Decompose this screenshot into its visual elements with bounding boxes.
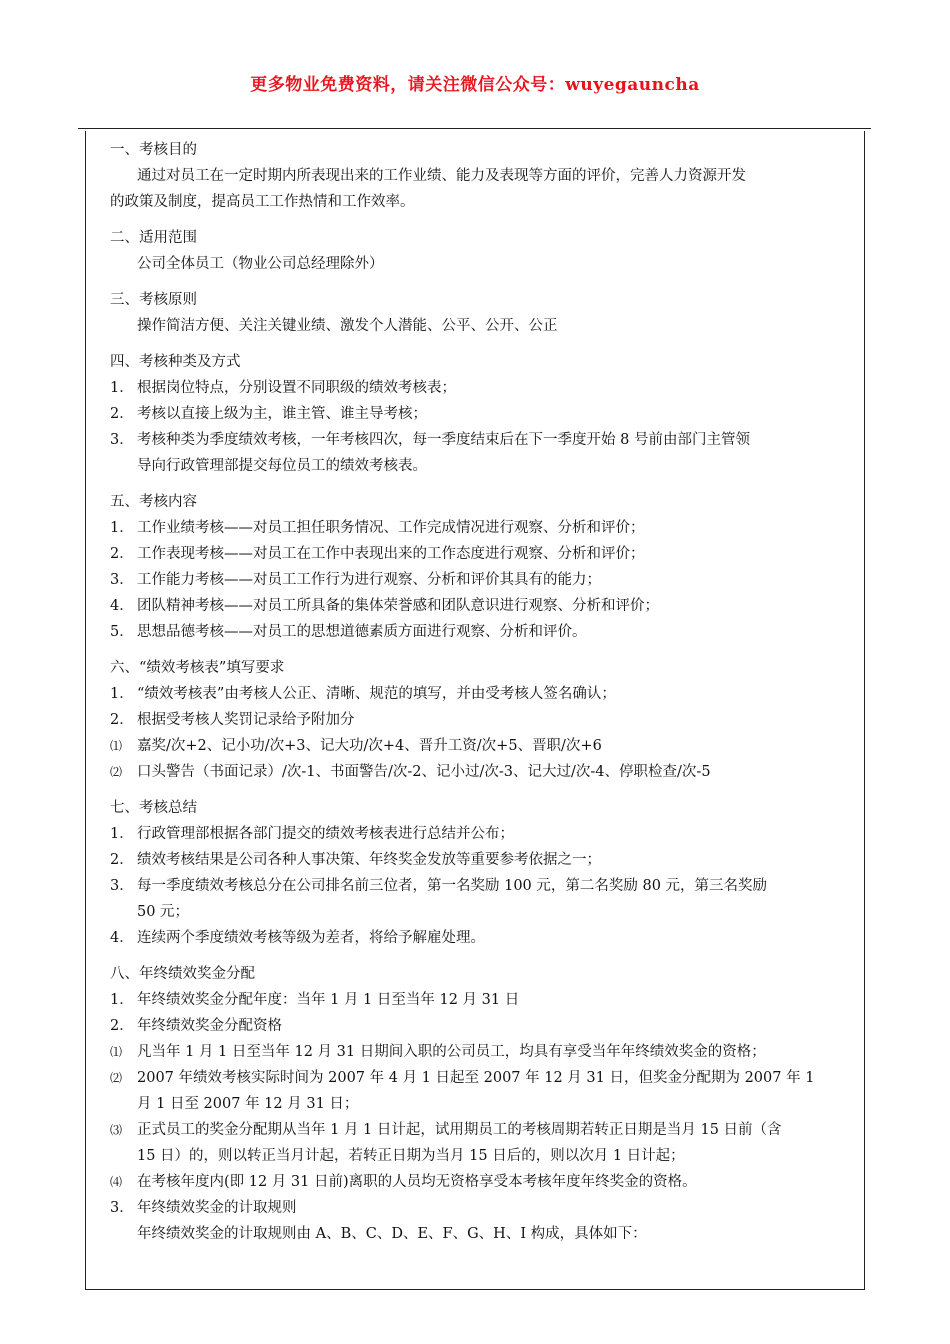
list-item: ⑵ 口头警告（书面记录）/次-1、书面警告/次-2、记小过/次-3、记大过/次-4、停职检查/次-5 <box>110 764 711 780</box>
list-item: ⑴ 嘉奖/次+2、记小功/次+3、记大功/次+4、晋升工资/次+5、晋职/次+6 <box>110 738 602 754</box>
list-item-continuation: 50 元； <box>137 904 190 920</box>
section-title: 六、“绩效考核表”填写要求 <box>110 660 285 676</box>
section-title: 五、考核内容 <box>110 494 197 510</box>
section-title: 四、考核种类及方式 <box>110 354 241 370</box>
list-item: 2． 年终绩效奖金分配资格 <box>110 1018 282 1034</box>
section-title: 三、考核原则 <box>110 292 197 308</box>
list-item: 1． 工作业绩考核——对员工担任职务情况、工作完成情况进行观察、分析和评价； <box>110 520 645 536</box>
list-item: 1． 根据岗位特点，分别设置不同职级的绩效考核表； <box>110 380 456 396</box>
document-body <box>110 137 848 1247</box>
list-item: 2． 绩效考核结果是公司各种人事决策、年终奖金发放等重要参考依据之一； <box>110 852 601 868</box>
header-banner: 更多物业免费资料，请关注微信公众号：wuyegauncha <box>250 75 700 95</box>
list-item: ⑵ 2007 年绩效考核实际时间为 2007 年 4 月 1 日起至 2007 年 12 月 31 日，但奖金分配期为 2007 年 1 <box>110 1070 815 1086</box>
list-item: 5． 思想品德考核——对员工的思想道德素质方面进行观察、分析和评价。 <box>110 624 587 640</box>
paragraph: 公司全体员工（物业公司总经理除外） <box>137 256 384 272</box>
list-item: ⑷ 在考核年度内(即 12 月 31 日前)离职的人员均无资格享受本考核年度年终奖金的资格。 <box>110 1174 697 1190</box>
section-title: 一、考核目的 <box>110 142 197 158</box>
paragraph: 的政策及制度，提高员工工作热情和工作效率。 <box>110 194 415 210</box>
list-item: 2． 根据受考核人奖罚记录给予附加分 <box>110 712 355 728</box>
list-item: 4． 团队精神考核——对员工所具备的集体荣誉感和团队意识进行观察、分析和评价； <box>110 598 659 614</box>
paragraph: 操作简洁方便、关注关键业绩、激发个人潜能、公平、公开、公正 <box>137 318 558 334</box>
list-item: 3． 考核种类为季度绩效考核，一年考核四次，每一季度结束后在下一季度开始 8 号前由部门主管领 <box>110 432 750 448</box>
top-rule <box>78 128 871 129</box>
list-item: 1． 年终绩效奖金分配年度：当年 1 月 1 日至当年 12 月 31 日 <box>110 992 520 1008</box>
list-item-continuation: 年终绩效奖金的计取规则由 A、B、C、D、E、F、G、H、I 构成，具体如下： <box>137 1226 647 1242</box>
paragraph: 通过对员工在一定时期内所表现出来的工作业绩、能力及表现等方面的评价，完善人力资源开发 <box>137 168 746 184</box>
section-title: 八、年终绩效奖金分配 <box>110 966 255 982</box>
list-item-continuation: 15 日）的，则以转正当月计起，若转正日期为当月 15 日后的，则以次月 1 日计起； <box>137 1148 685 1164</box>
section-title: 七、考核总结 <box>110 800 197 816</box>
list-item: 3． 每一季度绩效考核总分在公司排名前三位者，第一名奖励 100 元，第二名奖励 80 元，第三名奖励 <box>110 878 768 894</box>
list-item: 3． 年终绩效奖金的计取规则 <box>110 1200 297 1216</box>
list-item: 3． 工作能力考核——对员工工作行为进行观察、分析和评价其具有的能力； <box>110 572 601 588</box>
list-item-continuation: 月 1 日至 2007 年 12 月 31 日； <box>137 1096 359 1112</box>
list-item: 1． 行政管理部根据各部门提交的绩效考核表进行总结并公布； <box>110 826 514 842</box>
list-item: 1． “绩效考核表”由考核人公正、清晰、规范的填写，并由受考核人签名确认； <box>110 686 616 702</box>
list-item: ⑴ 凡当年 1 月 1 日至当年 12 月 31 日期间入职的公司员工，均具有享受当年年终绩效奖金的资格； <box>110 1044 766 1060</box>
list-item: ⑶ 正式员工的奖金分配期从当年 1 月 1 日计起，试用期员工的考核周期若转正日期是当月 15 日前（含 <box>110 1122 782 1138</box>
list-item: 2． 工作表现考核——对员工在工作中表现出来的工作态度进行观察、分析和评价； <box>110 546 645 562</box>
list-item: 4． 连续两个季度绩效考核等级为差者，将给予解雇处理。 <box>110 930 485 946</box>
list-item-continuation: 导向行政管理部提交每位员工的绩效考核表。 <box>137 458 427 474</box>
list-item: 2． 考核以直接上级为主，谁主管、谁主导考核； <box>110 406 427 422</box>
section-title: 二、适用范围 <box>110 230 197 246</box>
